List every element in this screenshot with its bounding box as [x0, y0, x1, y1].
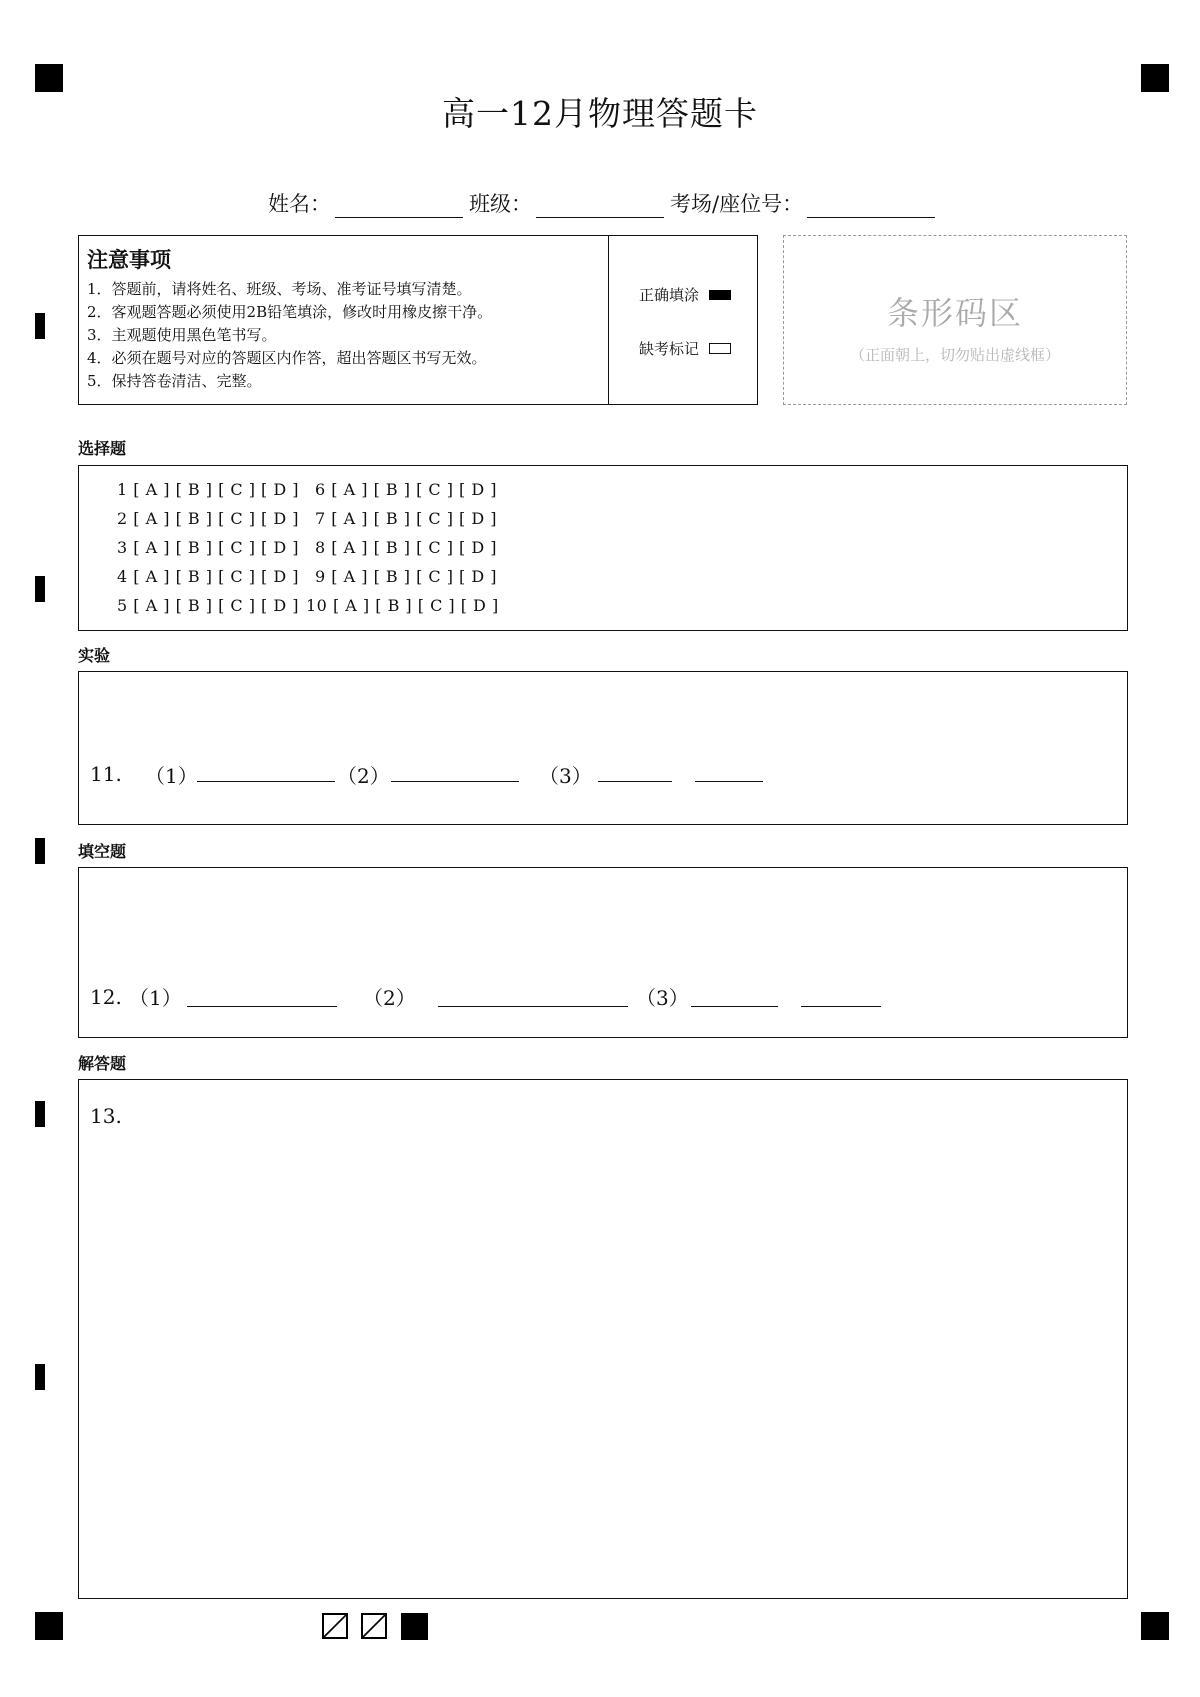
choice-row[interactable]: 6 [ A ] [ B ] [ C ] [ D ] [315, 480, 498, 499]
absent-mark-legend [639, 338, 731, 359]
page-mark-filled [401, 1613, 428, 1640]
choice-row[interactable]: 2 [ A ] [ B ] [ C ] [ D ] [117, 509, 300, 528]
notice-item: 3．主观题使用黑色笔书写。 [87, 326, 277, 344]
choice-row[interactable]: 7 [ A ] [ B ] [ C ] [ D ] [315, 509, 498, 528]
section-label-fill: 填空题 [78, 842, 127, 861]
choice-row[interactable]: 4 [ A ] [ B ] [ C ] [ D ] [117, 567, 300, 586]
question-number: 13. [90, 1104, 122, 1128]
timing-mark [35, 838, 45, 864]
page-mark-slash-icon [361, 1613, 387, 1639]
notice-box [78, 235, 758, 405]
page-mark-slash-icon [322, 1613, 348, 1639]
timing-mark [35, 576, 45, 602]
section-label-choice: 选择题 [78, 439, 127, 458]
answer-line[interactable] [187, 1006, 337, 1007]
part-label: （1） [129, 986, 182, 1010]
answer-line[interactable] [197, 781, 335, 782]
answer-line[interactable] [438, 1006, 628, 1007]
part-label: （1） [145, 764, 198, 788]
answer-line[interactable] [598, 781, 672, 782]
filled-box-icon [709, 290, 731, 300]
correct-fill-legend [639, 284, 731, 305]
answer-line[interactable] [391, 781, 519, 782]
absent-mark-label: 缺考标记 [639, 340, 700, 358]
fill-legend [609, 236, 757, 404]
part-label: （3） [539, 764, 592, 788]
question-number: 12. [90, 985, 122, 1009]
notice-item: 4．必须在题号对应的答题区内作答，超出答题区书写无效。 [87, 349, 487, 367]
name-label: 姓名： [268, 192, 331, 216]
choice-row[interactable]: 3 [ A ] [ B ] [ C ] [ D ] [117, 538, 300, 557]
section-label-answer: 解答题 [78, 1054, 127, 1073]
class-label: 班级： [469, 192, 532, 216]
experiment-answer-box [78, 671, 1128, 825]
choice-answer-box [78, 465, 1128, 631]
choice-row[interactable]: 1 [ A ] [ B ] [ C ] [ D ] [117, 480, 300, 499]
notice-text [79, 236, 609, 404]
seat-field[interactable] [807, 193, 935, 218]
answer-line[interactable] [695, 781, 763, 782]
student-info-row [268, 188, 941, 218]
timing-mark [35, 1364, 45, 1390]
notice-item: 5．保持答卷清洁、完整。 [87, 372, 262, 390]
section-label-experiment: 实验 [78, 646, 111, 665]
answer-line[interactable] [691, 1006, 778, 1007]
name-field[interactable] [335, 193, 463, 218]
question-number: 11. [90, 762, 122, 786]
choice-row[interactable]: 5 [ A ] [ B ] [ C ] [ D ] [117, 596, 300, 615]
absent-mark-checkbox[interactable] [709, 343, 731, 354]
choice-row[interactable]: 8 [ A ] [ B ] [ C ] [ D ] [315, 538, 498, 557]
correct-fill-label: 正确填涂 [639, 286, 700, 304]
barcode-title: 条形码区 [886, 294, 1023, 332]
answer-box[interactable] [78, 1079, 1128, 1599]
fill-answer-box [78, 867, 1128, 1038]
registration-mark-bottom-left [35, 1612, 63, 1640]
page-title: 高一12月物理答题卡 [442, 94, 758, 133]
registration-mark-bottom-right [1141, 1612, 1169, 1640]
barcode-area [783, 235, 1127, 405]
notice-item: 2．客观题答题必须使用2B铅笔填涂，修改时用橡皮擦干净。 [87, 303, 493, 321]
notice-heading: 注意事项 [87, 248, 171, 272]
barcode-hint: （正面朝上，切勿贴出虚线框） [849, 346, 1060, 364]
choice-row[interactable]: 9 [ A ] [ B ] [ C ] [ D ] [315, 567, 498, 586]
timing-mark [35, 313, 45, 339]
part-label: （2） [337, 764, 390, 788]
choice-row[interactable]: 10 [ A ] [ B ] [ C ] [ D ] [306, 596, 499, 615]
part-label: （2） [363, 986, 416, 1010]
answer-line[interactable] [801, 1006, 881, 1007]
notice-item: 1．答题前，请将姓名、班级、考场、准考证号填写清楚。 [87, 280, 472, 298]
class-field[interactable] [536, 193, 664, 218]
part-label: （3） [636, 986, 689, 1010]
timing-mark [35, 1101, 45, 1127]
seat-label: 考场/座位号： [670, 192, 804, 216]
